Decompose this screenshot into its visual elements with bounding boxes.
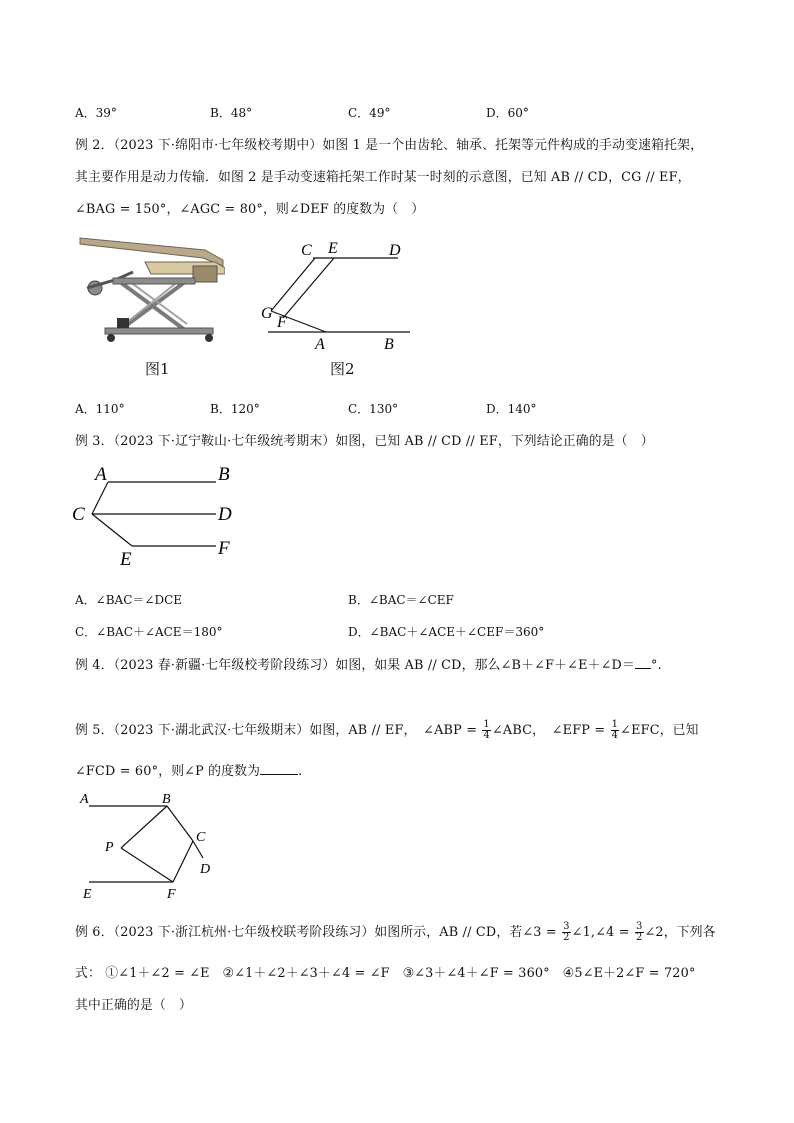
- option-c[interactable]: C．49°: [348, 106, 391, 120]
- example-3-line-1: 例 3．（2023 下·辽宁鞍山·七年级统考期末）如图，已知 AB // CD // EF，下列结论正确的是（ ）: [75, 434, 654, 449]
- label-a: A: [80, 792, 89, 807]
- label-d: D: [218, 504, 232, 525]
- label-c: C: [196, 830, 206, 845]
- example-3-figure: [70, 460, 240, 580]
- line-cg: [271, 258, 315, 311]
- figure-1-caption: 图1: [145, 360, 170, 378]
- label-c: C: [301, 242, 312, 259]
- fraction-one-quarter: $\frac{1}{4}$: [483, 719, 490, 741]
- label-b: B: [162, 792, 171, 807]
- ex3-option-b[interactable]: B．∠BAC＝∠CEF: [348, 593, 454, 607]
- label-p: P: [105, 840, 114, 855]
- gearbox-bracket-photo: [75, 232, 225, 344]
- example-5-question: ∠FCD = 60°，则∠P 的度数为: [75, 764, 261, 779]
- statement-4: ④5∠E＋2∠F = 720°: [562, 966, 696, 981]
- example-5-mid-1: ∠ABC， ∠EFP =: [491, 723, 606, 738]
- answer-blank[interactable]: [260, 762, 298, 775]
- example-2-line-1: 例 2．（2023 下·绵阳市·七年级校考期中）如图 1 是一个由齿轮、轴承、托架等元件构成的手动变速箱托架，: [75, 138, 704, 153]
- option-a[interactable]: A．39°: [75, 106, 117, 120]
- example-6-text: 例 6．（2023 下·浙江杭州·七年级校联考阶段练习）如图所示，AB // CD，若∠3 =: [75, 925, 557, 940]
- label-e: E: [120, 549, 132, 570]
- example-6-line-1: [75, 920, 716, 946]
- fraction-three-halves-2: $\frac{3}{2}$: [635, 921, 643, 943]
- label-d: D: [389, 242, 401, 259]
- statement-2: ②∠1＋∠2＋∠3＋∠4 = ∠F: [222, 966, 390, 981]
- label-d: D: [200, 862, 211, 877]
- label-f: F: [167, 887, 176, 902]
- label-f: F: [218, 538, 230, 559]
- ex2-option-b[interactable]: B．120°: [210, 402, 260, 416]
- period: .: [298, 764, 303, 779]
- label-e: E: [328, 240, 338, 257]
- label-b: B: [384, 336, 394, 353]
- example-5-line-1: [75, 718, 699, 744]
- option-d[interactable]: D．60°: [486, 106, 529, 120]
- ex2-option-c[interactable]: C．130°: [348, 402, 399, 416]
- example-4-line: [75, 654, 662, 673]
- example-6-line-3: 其中正确的是（ ）: [75, 998, 192, 1013]
- figure-2-diagram: [258, 236, 418, 356]
- label-c: C: [72, 504, 85, 525]
- answer-blank[interactable]: [635, 656, 651, 669]
- example-6-mid: ∠1,∠4 =: [571, 925, 630, 940]
- label-f: F: [277, 314, 287, 331]
- fraction-one-quarter-2: $\frac{1}{4}$: [611, 719, 619, 741]
- figure-2-caption: 图2: [330, 360, 355, 378]
- example-5-text: 例 5．（2023 下·湖北武汉·七年级期末）如图，AB // EF， ∠ABP =: [75, 723, 478, 738]
- label-e: E: [83, 887, 92, 902]
- example-6-line-2: [75, 962, 696, 981]
- ex3-option-c[interactable]: C．∠BAC＋∠ACE＝180°: [75, 625, 223, 639]
- example-2-line-2: 其主要作用是动力传输．如图 2 是手动变速箱托架工作时某一时刻的示意图，已知 AB // CD，CG // EF，: [75, 170, 691, 185]
- ex3-option-d[interactable]: D．∠BAC＋∠ACE＋∠CEF＝360°: [348, 625, 545, 639]
- ex2-option-d[interactable]: D．140°: [486, 402, 537, 416]
- example-4-suffix: °.: [651, 658, 662, 673]
- label-a: A: [315, 336, 325, 353]
- option-b[interactable]: B．48°: [210, 106, 253, 120]
- fraction-three-halves: $\frac{3}{2}$: [563, 921, 570, 943]
- label-b: B: [218, 464, 230, 485]
- example-4-text: 例 4．（2023 春·新疆·七年级校考阶段练习）如图，如果 AB // CD，那么∠B＋∠F＋∠E＋∠D＝: [75, 658, 635, 673]
- example-2-line-3: ∠BAG = 150°，∠AGC = 80°，则∠DEF 的度数为（ ）: [75, 202, 425, 217]
- formula-label: 式：: [75, 966, 101, 981]
- statement-1: ①∠1＋∠2 = ∠E: [105, 966, 210, 981]
- statement-3: ③∠3＋∠4＋∠F = 360°: [402, 966, 550, 981]
- ex2-option-a[interactable]: A．110°: [75, 402, 125, 416]
- example-5-mid-2: ∠EFC，已知: [620, 723, 699, 738]
- label-g: G: [261, 305, 273, 322]
- label-a: A: [95, 464, 107, 485]
- example-5-line-2: [75, 760, 302, 779]
- example-6-post: ∠2，下列各: [644, 925, 716, 940]
- example-5-figure: [75, 788, 225, 903]
- ex3-option-a[interactable]: A．∠BAC＝∠DCE: [75, 593, 183, 607]
